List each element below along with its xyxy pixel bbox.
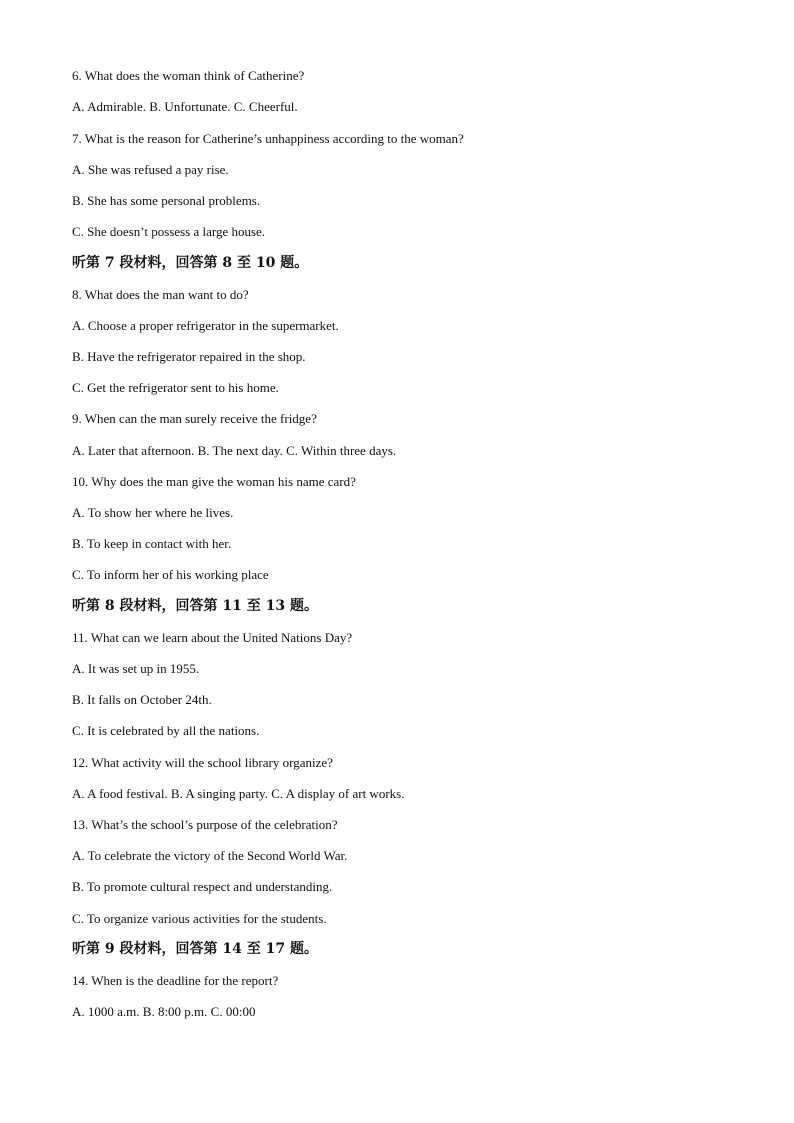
question-10-option-a: A. To show her where he lives. [72,505,234,520]
question-14-options: A. 1000 a.m. B. 8:00 p.m. C. 00:00 [72,1004,256,1019]
question-11-text: 11. What can we learn about the United Nations Day? [72,630,353,645]
question-11-option-c: C. It is celebrated by all the nations. [72,723,260,738]
question-8-option-b: B. Have the refrigerator repaired in the shop. [72,349,306,364]
question-10-option-b: B. To keep in contact with her. [72,536,232,551]
question-6-options: A. Admirable. B. Unfortunate. C. Cheerful. [72,99,298,114]
question-12-text: 12. What activity will the school library organize? [72,755,333,770]
question-9-text: 9. When can the man surely receive the fridge? [72,411,317,426]
section-heading-8: 听第 8 段材料，回答第 11 至 13 题。 [72,598,318,614]
question-13-option-c: C. To organize various activities for the students. [72,911,327,926]
question-11-option-b: B. It falls on October 24th. [72,692,212,707]
question-14-text: 14. When is the deadline for the report? [72,973,279,988]
question-7-option-c: C. She doesn’t possess a large house. [72,224,266,239]
question-13-option-b: B. To promote cultural respect and understanding. [72,879,333,894]
question-7-option-a: A. She was refused a pay rise. [72,162,229,177]
question-9-options: A. Later that afternoon. B. The next day. C. Within three days. [72,443,397,458]
section-heading-7: 听第 7 段材料，回答第 8 至 10 题。 [72,255,309,271]
question-6-text: 6. What does the woman think of Catherine? [72,68,305,83]
question-10-text: 10. Why does the man give the woman his name card? [72,474,356,489]
question-8-text: 8. What does the man want to do? [72,287,249,302]
section-heading-9: 听第 9 段材料，回答第 14 至 17 题。 [72,941,318,957]
question-10-option-c: C. To inform her of his working place [72,567,269,582]
question-13-option-a: A. To celebrate the victory of the Second World War. [72,848,348,863]
question-8-option-c: C. Get the refrigerator sent to his home. [72,380,279,395]
question-7-option-b: B. She has some personal problems. [72,193,261,208]
question-12-options: A. A food festival. B. A singing party. C. A display of art works. [72,786,405,801]
question-11-option-a: A. It was set up in 1955. [72,661,200,676]
question-8-option-a: A. Choose a proper refrigerator in the supermarket. [72,318,339,333]
question-13-text: 13. What’s the school’s purpose of the celebration? [72,817,338,832]
question-7-text: 7. What is the reason for Catherine’s unhappiness according to the woman? [72,131,464,146]
